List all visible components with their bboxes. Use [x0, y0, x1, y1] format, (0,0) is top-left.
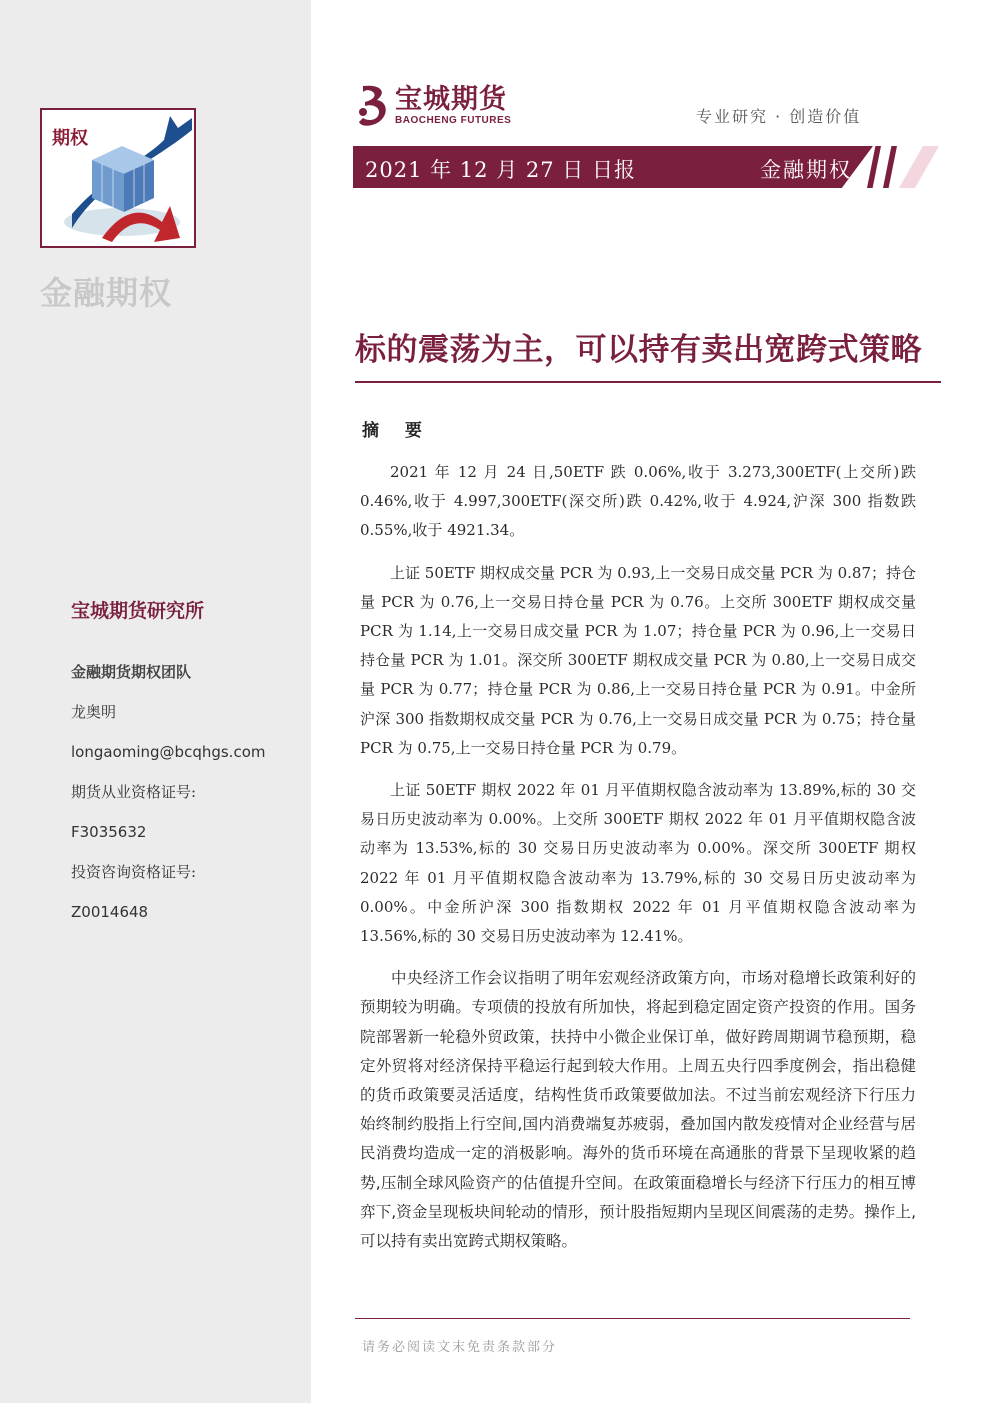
brand-name-cn: 宝城期货: [395, 83, 507, 115]
consult-label: 投资咨询资格证号:: [71, 863, 197, 881]
banner-stripe: [867, 146, 881, 188]
paragraph-pcr: 上证 50ETF 期权成交量 PCR 为 0.93,上一交易日成交量 PCR 为 0.87；持仓量 PCR 为 0.76,上一交易日持仓量 PCR 为 0.76。上交所 300ETF 期权成交量 PCR 为 1.14,上一交易日成交量 PCR 为 1.07；持仓量 PCR 为 0.96,上一交易日持仓量 PCR 为 1.01。深交所 300ETF 期权成交量 PCR 为 0.80,上一交易日成交量 PCR 为 0.77；持仓量 PCR 为 0.86,上一交易日持仓量 PCR 为 0.91。中金所沪深 300 指数期权成交量 PCR 为 0.76,上一交易日成交量 PCR 为 0.75；持仓量 PCR 为 0.75,上一交易日持仓量 PCR 为 0.79。: [360, 563, 916, 757]
report-date: 2021 年 12 月 27 日 日报: [365, 158, 636, 182]
disclaimer-note: 请务必阅读文末免责条款部分: [362, 1340, 558, 1355]
analyst-email[interactable]: longaoming@bcqhgs.com: [71, 743, 266, 761]
options-logo-image: [40, 108, 196, 248]
report-headline: 标的震荡为主，可以持有卖出宽跨式策略: [355, 332, 922, 368]
baocheng-logo-icon: [355, 82, 391, 128]
sidebar-title: 金融期权: [40, 274, 173, 312]
paragraph-market-close: 2021 年 12 月 24 日,50ETF 跌 0.06%,收于 3.273,300ETF(上交所)跌 0.46%,收于 4.997,300ETF(深交所)跌 0.42%,收于 4.924,沪深 300 指数跌 0.55%,收于 4921.34。: [360, 463, 916, 540]
report-banner: [353, 146, 913, 188]
license-label: 期货从业资格证号:: [71, 783, 197, 801]
slogan: 专业研究 · 创造价值: [696, 107, 862, 126]
article-body: [360, 458, 916, 1269]
paragraph-outlook: 中央经济工作会议指明了明年宏观经济政策方向，市场对稳增长政策利好的预期较为明确。专项债的投放有所加快，将起到稳定固定资产投资的作用。国务院部署新一轮稳外贸政策，扶持中小微企业保订单，做好跨周期调节稳预期，稳定外贸将对经济保持平稳运行起到较大作用。上周五央行四季度例会，指出稳健的货币政策要灵活适度，结构性货币政策要做加法。不过当前宏观经济下行压力始终制约股指上行空间,国内消费端复苏疲弱，叠加国内散发疫情对企业经营与居民消费均造成一定的消极影响。海外的货币环境在高通胀的背景下呈现收紧的趋势,压制全球风险资产的估值提升空间。在政策面稳增长与经济下行压力的相互博弈下,资金呈现板块间轮动的情形，预计股指短期内呈现区间震荡的走势。操作上,可以持有卖出宽跨式期权策略。: [360, 969, 916, 1251]
abstract-heading: 摘 要: [362, 421, 432, 441]
logo-tag: 期权: [52, 128, 88, 149]
headline-divider: [355, 381, 941, 383]
banner-stripe: [883, 146, 897, 188]
license-number: F3035632: [71, 823, 147, 841]
paragraph-volatility: 上证 50ETF 期权 2022 年 01 月平值期权隐含波动率为 13.89%,标的 30 交易日历史波动率为 0.00%。上交所 300ETF 期权 2022 年 01 月平值期权隐含波动率为 13.53%,标的 30 交易日历史波动率为 0.00%。深交所 300ETF 期权 2022 年 01 月平值期权隐含波动率为 13.79%,标的 30 交易日历史波动率为 0.00%。中金所沪深 300 指数期权 2022 年 01 月平值期权隐含波动率为 13.56%,标的 30 交易日历史波动率为 12.41%。: [360, 781, 916, 946]
team-name: 金融期货期权团队: [71, 663, 192, 681]
brand-logo: [355, 82, 511, 128]
footer-divider: [355, 1318, 910, 1319]
report-category: 金融期权: [760, 158, 852, 182]
banner-accent: [899, 146, 939, 188]
institute-name: 宝城期货研究所: [71, 600, 205, 622]
consult-number: Z0014648: [71, 903, 149, 921]
analyst-name: 龙奥明: [71, 703, 117, 721]
brand-name-en: BAOCHENG FUTURES: [395, 114, 512, 126]
sidebar: [0, 0, 311, 1403]
contact-block: [71, 660, 301, 940]
